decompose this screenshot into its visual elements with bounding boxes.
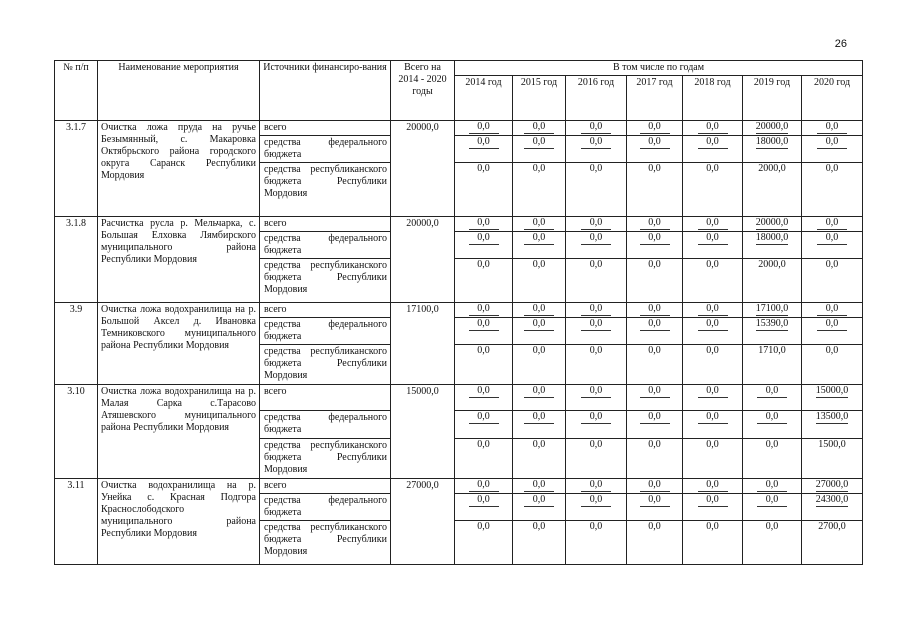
table-row bbox=[55, 385, 863, 411]
year-value: 0,0 bbox=[648, 521, 661, 532]
year-value: 0,0 bbox=[524, 217, 554, 230]
year-value: 0,0 bbox=[640, 318, 670, 331]
year-value: 0,0 bbox=[825, 163, 839, 174]
year-value: 0,0 bbox=[532, 521, 546, 532]
year-cell bbox=[566, 259, 627, 303]
header-source: Источники финансиро-вания bbox=[260, 61, 391, 121]
header-year: 2020 год bbox=[802, 76, 863, 121]
year-cell bbox=[566, 303, 627, 318]
year-value: 0,0 bbox=[524, 494, 554, 507]
year-value: 17100,0 bbox=[755, 303, 789, 314]
year-value: 0,0 bbox=[698, 121, 728, 134]
year-value: 0,0 bbox=[581, 411, 611, 424]
year-value: 0,0 bbox=[706, 345, 719, 356]
year-value: 0,0 bbox=[698, 479, 728, 492]
year-cell bbox=[513, 303, 566, 318]
header-year: 2014 год bbox=[455, 76, 513, 121]
year-value: 0,0 bbox=[640, 121, 670, 134]
year-cell bbox=[455, 494, 513, 521]
year-cell bbox=[455, 121, 513, 136]
year-value: 0,0 bbox=[706, 163, 719, 174]
year-cell bbox=[455, 303, 513, 318]
header-name: Наименование мероприятия bbox=[98, 61, 260, 121]
year-value: 0,0 bbox=[640, 385, 670, 398]
year-cell bbox=[683, 345, 743, 385]
year-cell bbox=[802, 259, 863, 303]
year-value: 0,0 bbox=[825, 345, 839, 356]
year-cell bbox=[513, 121, 566, 136]
year-value: 0,0 bbox=[648, 163, 661, 174]
year-cell bbox=[455, 217, 513, 232]
year-value: 0,0 bbox=[477, 345, 490, 356]
year-value: 0,0 bbox=[477, 521, 490, 532]
year-cell bbox=[802, 217, 863, 232]
year-value: 0,0 bbox=[817, 136, 847, 149]
year-value: 0,0 bbox=[698, 217, 728, 230]
year-value: 0,0 bbox=[648, 439, 661, 450]
year-value: 18000,0 bbox=[755, 232, 789, 243]
year-cell bbox=[743, 521, 802, 565]
measure-name: Очистка ложа пруда на ручье Безымянный, с. Макаровка Октябрьского района городского округа Саранск Республики Мордовия bbox=[98, 121, 260, 217]
year-cell bbox=[455, 318, 513, 345]
year-value: 0,0 bbox=[640, 411, 670, 424]
year-cell bbox=[743, 439, 802, 479]
year-value: 0,0 bbox=[581, 303, 611, 316]
table-row bbox=[55, 121, 863, 136]
funding-source: средства республиканского бюджета Республики Мордовия bbox=[260, 163, 391, 217]
year-value: 0,0 bbox=[581, 232, 611, 245]
year-value: 0,0 bbox=[469, 217, 499, 230]
year-value: 2700,0 bbox=[818, 521, 846, 532]
year-value: 0,0 bbox=[524, 411, 554, 424]
year-value: 0,0 bbox=[589, 163, 603, 174]
year-cell bbox=[802, 345, 863, 385]
year-value: 0,0 bbox=[640, 136, 670, 149]
funding-source: всего bbox=[260, 303, 391, 318]
funding-source: всего bbox=[260, 385, 391, 411]
year-value: 0,0 bbox=[532, 163, 546, 174]
year-cell bbox=[455, 411, 513, 439]
year-cell bbox=[683, 479, 743, 494]
year-cell bbox=[566, 136, 627, 163]
year-cell bbox=[743, 136, 802, 163]
header-year: 2015 год bbox=[513, 76, 566, 121]
year-value: 0,0 bbox=[477, 439, 490, 450]
year-value: 0,0 bbox=[581, 136, 611, 149]
year-cell bbox=[802, 385, 863, 411]
header-total: Всего на 2014 - 2020 годы bbox=[391, 61, 455, 121]
year-cell bbox=[802, 163, 863, 217]
year-cell bbox=[627, 479, 683, 494]
year-value: 0,0 bbox=[817, 318, 847, 331]
year-cell bbox=[455, 345, 513, 385]
year-value: 0,0 bbox=[524, 136, 554, 149]
year-value: 2000,0 bbox=[758, 163, 786, 174]
year-cell bbox=[513, 385, 566, 411]
year-value: 20000,0 bbox=[755, 217, 789, 228]
year-cell bbox=[683, 121, 743, 136]
year-cell bbox=[683, 318, 743, 345]
year-cell bbox=[455, 259, 513, 303]
year-value: 0,0 bbox=[698, 232, 728, 245]
year-value: 0,0 bbox=[469, 411, 499, 424]
year-cell bbox=[513, 521, 566, 565]
year-cell bbox=[566, 318, 627, 345]
funding-source: всего bbox=[260, 479, 391, 494]
table-row bbox=[55, 303, 863, 318]
year-cell bbox=[743, 259, 802, 303]
year-cell bbox=[455, 385, 513, 411]
year-cell bbox=[566, 521, 627, 565]
year-value: 0,0 bbox=[698, 494, 728, 507]
year-cell bbox=[455, 479, 513, 494]
year-cell bbox=[513, 411, 566, 439]
year-cell bbox=[566, 494, 627, 521]
year-cell bbox=[802, 494, 863, 521]
year-value: 0,0 bbox=[817, 217, 847, 230]
funding-source: средства федерального бюджета bbox=[260, 411, 391, 439]
year-value: 0,0 bbox=[698, 411, 728, 424]
funding-table bbox=[54, 60, 863, 565]
year-value: 0,0 bbox=[469, 318, 499, 331]
year-value: 0,0 bbox=[706, 521, 719, 532]
year-value: 13500,0 bbox=[815, 411, 849, 422]
year-value: 15390,0 bbox=[755, 318, 789, 329]
table-row bbox=[55, 479, 863, 494]
year-value: 0,0 bbox=[765, 439, 779, 450]
year-value: 15000,0 bbox=[815, 385, 849, 396]
measure-name: Расчистка русла р. Мельчарка, с. Большая Елховка Лямбирского муниципального района Республики Мордовия bbox=[98, 217, 260, 303]
year-cell bbox=[683, 259, 743, 303]
year-cell bbox=[566, 232, 627, 259]
header-year: 2017 год bbox=[627, 76, 683, 121]
year-cell bbox=[743, 121, 802, 136]
year-cell bbox=[627, 259, 683, 303]
year-cell bbox=[683, 163, 743, 217]
year-value: 0,0 bbox=[469, 232, 499, 245]
year-cell bbox=[513, 163, 566, 217]
year-value: 0,0 bbox=[757, 494, 787, 507]
year-cell bbox=[566, 217, 627, 232]
year-cell bbox=[513, 318, 566, 345]
total-value: 20000,0 bbox=[391, 121, 455, 217]
year-cell bbox=[802, 411, 863, 439]
year-cell bbox=[743, 303, 802, 318]
year-cell bbox=[683, 217, 743, 232]
year-cell bbox=[802, 136, 863, 163]
year-cell bbox=[566, 163, 627, 217]
year-value: 0,0 bbox=[532, 439, 546, 450]
funding-source: средства федерального бюджета bbox=[260, 232, 391, 259]
year-cell bbox=[683, 521, 743, 565]
table-row bbox=[55, 217, 863, 232]
year-cell bbox=[513, 494, 566, 521]
year-value: 0,0 bbox=[469, 479, 499, 492]
page-number: 26 bbox=[834, 38, 847, 50]
year-value: 0,0 bbox=[589, 345, 603, 356]
year-cell bbox=[455, 163, 513, 217]
year-cell bbox=[513, 439, 566, 479]
year-value: 0,0 bbox=[469, 385, 499, 398]
year-value: 0,0 bbox=[532, 345, 546, 356]
year-cell bbox=[566, 479, 627, 494]
year-cell bbox=[627, 318, 683, 345]
year-value: 0,0 bbox=[706, 439, 719, 450]
year-value: 0,0 bbox=[817, 232, 847, 245]
year-cell bbox=[743, 494, 802, 521]
year-value: 0,0 bbox=[757, 479, 787, 492]
year-cell bbox=[513, 217, 566, 232]
total-value: 15000,0 bbox=[391, 385, 455, 479]
year-value: 0,0 bbox=[706, 259, 719, 270]
year-cell bbox=[566, 345, 627, 385]
year-value: 0,0 bbox=[469, 494, 499, 507]
year-cell bbox=[627, 121, 683, 136]
funding-source: средства федерального бюджета bbox=[260, 136, 391, 163]
year-value: 0,0 bbox=[589, 259, 603, 270]
year-value: 0,0 bbox=[524, 479, 554, 492]
year-cell bbox=[683, 303, 743, 318]
header-year: 2019 год bbox=[743, 76, 802, 121]
row-number: 3.9 bbox=[55, 303, 98, 385]
total-value: 17100,0 bbox=[391, 303, 455, 385]
year-value: 0,0 bbox=[581, 479, 611, 492]
funding-source: всего bbox=[260, 217, 391, 232]
table-body bbox=[55, 121, 863, 565]
year-cell bbox=[513, 136, 566, 163]
funding-source: всего bbox=[260, 121, 391, 136]
year-cell bbox=[455, 232, 513, 259]
year-value: 0,0 bbox=[477, 163, 490, 174]
year-cell bbox=[455, 521, 513, 565]
year-cell bbox=[802, 479, 863, 494]
funding-source: средства федерального бюджета bbox=[260, 494, 391, 521]
row-number: 3.11 bbox=[55, 479, 98, 565]
year-cell bbox=[743, 232, 802, 259]
year-cell bbox=[566, 411, 627, 439]
year-value: 0,0 bbox=[757, 411, 787, 424]
year-value: 0,0 bbox=[524, 121, 554, 134]
measure-name: Очистка водохранилища на р. Унейка с. Красная Подгора Краснослободского муниципального района Республики Мордовия bbox=[98, 479, 260, 565]
year-cell bbox=[683, 411, 743, 439]
year-value: 0,0 bbox=[524, 303, 554, 316]
year-cell bbox=[802, 232, 863, 259]
year-cell bbox=[683, 232, 743, 259]
year-cell bbox=[455, 136, 513, 163]
year-cell bbox=[743, 163, 802, 217]
year-value: 0,0 bbox=[648, 259, 661, 270]
year-value: 18000,0 bbox=[755, 136, 789, 147]
year-cell bbox=[743, 385, 802, 411]
year-cell bbox=[683, 136, 743, 163]
year-value: 1500,0 bbox=[818, 439, 846, 450]
year-value: 0,0 bbox=[640, 479, 670, 492]
year-cell bbox=[566, 385, 627, 411]
year-value: 2000,0 bbox=[758, 259, 786, 270]
year-cell bbox=[802, 439, 863, 479]
year-cell bbox=[802, 318, 863, 345]
year-value: 0,0 bbox=[765, 521, 779, 532]
measure-name: Очистка ложа водохранилища на р. Малая Сарка с.Тарасово Атяшевского муниципального района Республики Мордовия bbox=[98, 385, 260, 479]
funding-source: средства республиканского бюджета Республики Мордовия bbox=[260, 521, 391, 565]
year-value: 0,0 bbox=[757, 385, 787, 398]
year-cell bbox=[627, 345, 683, 385]
header-by-years: В том числе по годам bbox=[455, 61, 863, 76]
year-value: 0,0 bbox=[581, 217, 611, 230]
year-value: 0,0 bbox=[640, 232, 670, 245]
year-value: 0,0 bbox=[477, 259, 490, 270]
year-cell bbox=[743, 479, 802, 494]
year-cell bbox=[743, 411, 802, 439]
year-cell bbox=[566, 439, 627, 479]
year-value: 0,0 bbox=[817, 303, 847, 316]
total-value: 20000,0 bbox=[391, 217, 455, 303]
year-value: 0,0 bbox=[589, 521, 603, 532]
year-value: 0,0 bbox=[524, 318, 554, 331]
year-cell bbox=[743, 217, 802, 232]
year-cell bbox=[627, 163, 683, 217]
year-cell bbox=[566, 121, 627, 136]
year-cell bbox=[802, 121, 863, 136]
year-cell bbox=[627, 385, 683, 411]
measure-name: Очистка ложа водохранилища на р. Большой Аксел д. Ивановка Темниковского муниципального района Республики Мордовия bbox=[98, 303, 260, 385]
year-cell bbox=[627, 494, 683, 521]
year-value: 27000,0 bbox=[815, 479, 849, 490]
header-num: № п/п bbox=[55, 61, 98, 121]
funding-source: средства республиканского бюджета Республики Мордовия bbox=[260, 259, 391, 303]
year-value: 0,0 bbox=[524, 385, 554, 398]
year-value: 0,0 bbox=[469, 303, 499, 316]
year-value: 0,0 bbox=[589, 439, 603, 450]
year-value: 0,0 bbox=[581, 121, 611, 134]
year-cell bbox=[627, 521, 683, 565]
year-cell bbox=[513, 479, 566, 494]
year-value: 0,0 bbox=[640, 217, 670, 230]
year-value: 24300,0 bbox=[815, 494, 849, 505]
year-cell bbox=[513, 345, 566, 385]
year-value: 0,0 bbox=[825, 259, 839, 270]
year-value: 0,0 bbox=[698, 136, 728, 149]
year-cell bbox=[513, 232, 566, 259]
year-cell bbox=[627, 303, 683, 318]
year-value: 0,0 bbox=[640, 494, 670, 507]
year-cell bbox=[627, 217, 683, 232]
year-value: 0,0 bbox=[581, 385, 611, 398]
year-value: 0,0 bbox=[532, 259, 546, 270]
year-cell bbox=[743, 345, 802, 385]
year-value: 0,0 bbox=[524, 232, 554, 245]
year-value: 20000,0 bbox=[755, 121, 789, 132]
year-value: 0,0 bbox=[698, 303, 728, 316]
row-number: 3.1.8 bbox=[55, 217, 98, 303]
year-cell bbox=[802, 521, 863, 565]
year-value: 0,0 bbox=[648, 345, 661, 356]
year-value: 1710,0 bbox=[758, 345, 786, 356]
total-value: 27000,0 bbox=[391, 479, 455, 565]
row-number: 3.10 bbox=[55, 385, 98, 479]
year-cell bbox=[627, 232, 683, 259]
year-cell bbox=[627, 411, 683, 439]
year-cell bbox=[683, 385, 743, 411]
funding-source: средства федерального бюджета bbox=[260, 318, 391, 345]
year-value: 0,0 bbox=[581, 494, 611, 507]
row-number: 3.1.7 bbox=[55, 121, 98, 217]
year-cell bbox=[802, 303, 863, 318]
header-year: 2018 год bbox=[683, 76, 743, 121]
year-cell bbox=[455, 439, 513, 479]
year-cell bbox=[683, 439, 743, 479]
year-value: 0,0 bbox=[581, 318, 611, 331]
year-value: 0,0 bbox=[698, 318, 728, 331]
year-value: 0,0 bbox=[698, 385, 728, 398]
year-cell bbox=[627, 439, 683, 479]
year-value: 0,0 bbox=[469, 136, 499, 149]
year-value: 0,0 bbox=[817, 121, 847, 134]
year-cell bbox=[513, 259, 566, 303]
header-year: 2016 год bbox=[566, 76, 627, 121]
year-value: 0,0 bbox=[640, 303, 670, 316]
funding-source: средства республиканского бюджета Республики Мордовия bbox=[260, 439, 391, 479]
funding-source: средства республиканского бюджета Республики Мордовия bbox=[260, 345, 391, 385]
year-cell bbox=[683, 494, 743, 521]
year-cell bbox=[627, 136, 683, 163]
year-value: 0,0 bbox=[469, 121, 499, 134]
year-cell bbox=[743, 318, 802, 345]
